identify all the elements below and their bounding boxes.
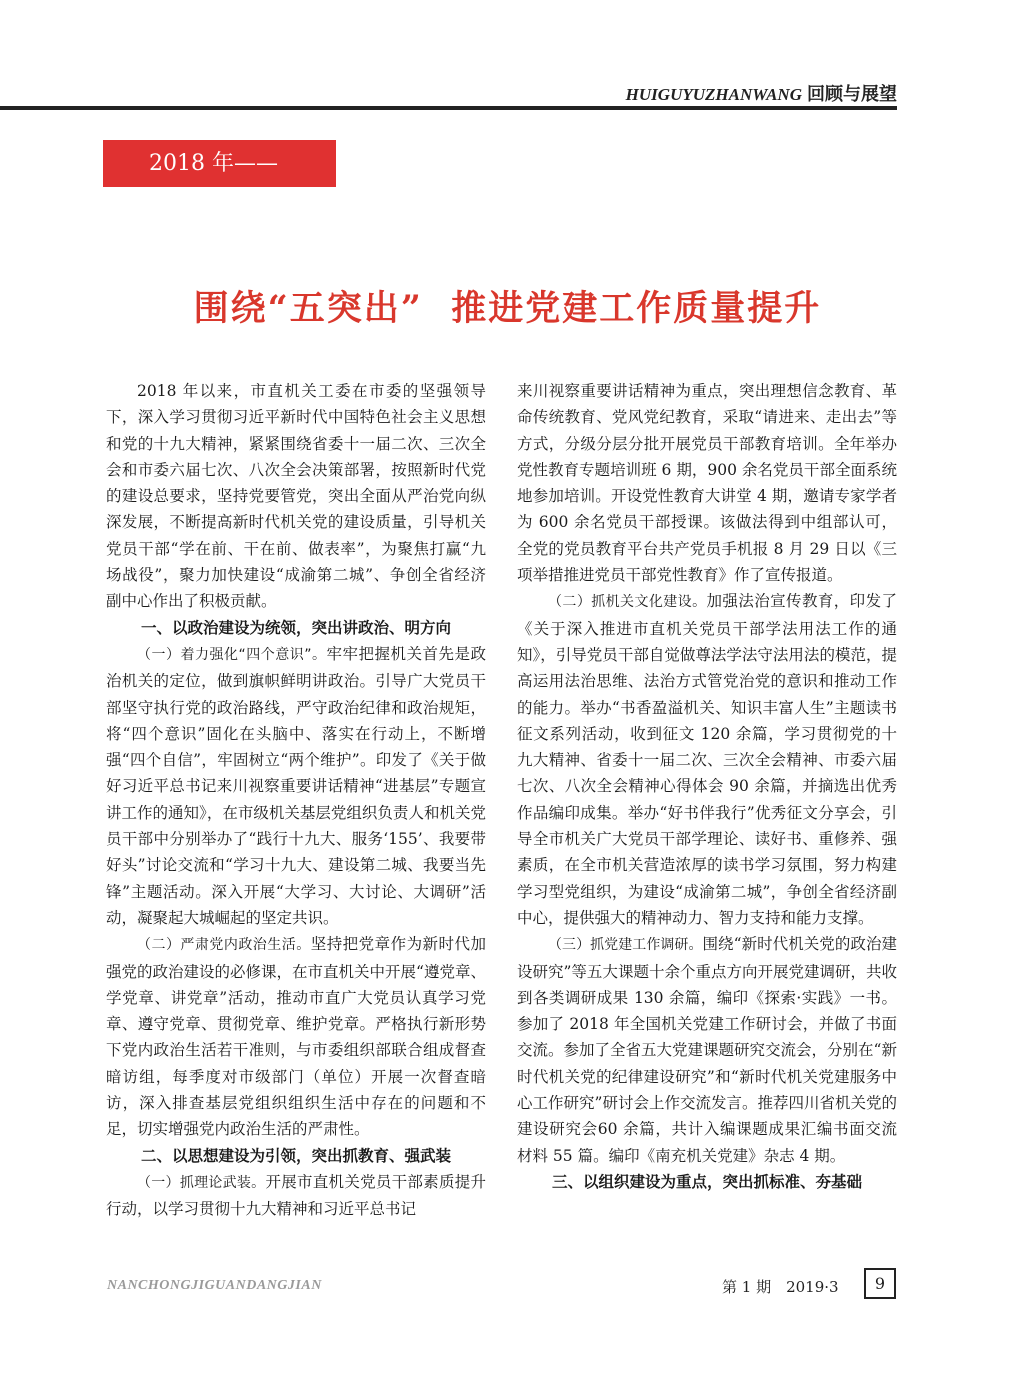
subheading: （二）严肃党内政治生活。 xyxy=(137,937,311,954)
left-column xyxy=(106,378,486,1223)
subheading: （一）抓理论武装。 xyxy=(137,1174,266,1191)
issue-info: 第 1 期 2019·3 xyxy=(722,1278,839,1296)
paragraph xyxy=(106,931,486,1142)
subheading: （二）抓机关文化建设。 xyxy=(548,594,707,611)
article-title: 围绕“五突出” 推进党建工作质量提升 xyxy=(193,288,822,329)
continued-paragraph: 来川视察重要讲话精神为重点，突出理想信念教育、革命传统教育、党风党纪教育，采取“请进来、走出去”等方式，分级分层分批开展党员干部教育培训。全年举办党性教育专题培训班 6 期，900 余名党员干部全面系统地参加培训。开设党性教育大讲堂 4 期，邀请专家学者为 600 余名党员干部授课。该做法得到中组部认可，全党的党员教育平台共产党员手机报 8 月 29 日以《三项举措推进党员干部党性教育》作了宣传报道。 xyxy=(517,382,897,585)
journal-name: NANCHONGJIGUANDANGJIAN xyxy=(107,1278,322,1293)
paragraph xyxy=(106,641,486,931)
section-header-chinese: 回顾与展望 xyxy=(807,84,897,104)
header-rule xyxy=(0,106,897,110)
paragraph xyxy=(106,1169,486,1223)
paragraph-body: 加强法治宣传教育，印发了《关于深入推进市直机关党员干部学法用法工作的通知》，引导党员干部自觉做尊法学法守法用法的模范，提高运用法治思维、法治方式管党治党的意识和推动工作的能力。举办“书香盈溢机关、知识丰富人生”主题读书征文系列活动，收到征文 120 余篇，学习贯彻党的十九大精神、省委十一届二次、三次全会精神、市委六届七次、八次全会精神心得体会 90 余篇，并摘选出优秀作品编印成集。举办“好书伴我行”优秀征文分享会，引导全市机关广大党员干部学理论、读好书、重修养、强素质，在全市机关营造浓厚的读书学习氛围，努力构建学习型党组织，为建设“成渝第二城”，争创全省经济副中心，提供强大的精神动力、智力支持和能力支撑。 xyxy=(517,592,897,927)
section-header xyxy=(626,80,897,106)
section-header-latin: HUIGUYUZHANWANG xyxy=(625,85,802,104)
paragraph xyxy=(517,931,897,1169)
paragraph-body: 坚持把党章作为新时代加强党的政治建设的必修课，在市直机关中开展“遵党章、学党章、讲党章”活动，推动市直广大党员认真学习党章、遵守党章、贯彻党章、维护党章。严格执行新形势下党内政治生活若干准则，与市委组织部联合组成督查暗访组，每季度对市级部门（单位）开展一次督查暗访，深入排查基层党组织组织生活中存在的问题和不足，切实增强党内政治生活的严肃性。 xyxy=(106,935,486,1139)
subheading: （一）着力强化“四个意识”。 xyxy=(137,646,327,663)
year-badge: 2018 年—— xyxy=(103,140,336,187)
intro-paragraph: 2018 年以来，市直机关工委在市委的坚强领导下，深入学习贯彻习近平新时代中国特色社会主义思想和党的十九大精神，紧紧围绕省委十一届二次、三次全会和市委六届七次、八次全会决策部署，按照新时代党的建设总要求，坚持党要管党，突出全面从严治党向纵深发展，不断提高新时代机关党的建设质量，引导机关党员干部“学在前、干在前、做表率”，为聚焦打赢“九场战役”，聚力加快建设“成渝第二城”、争创全省经济副中心作出了积极贡献。 xyxy=(106,382,486,611)
paragraph-body: 牢牢把握机关首先是政治机关的定位，做到旗帜鲜明讲政治。引导广大党员干部坚守执行党的政治路线，严守政治纪律和政治规矩，将“四个意识”固化在头脑中、落实在行动上，不断增强“四个自信”，牢固树立“两个维护”。印发了《关于做好习近平总书记来川视察重要讲话精神“进基层”专题宣讲工作的通知》，在市级机关基层党组织负责人和机关党员干部中分别举办了“践行十九大、服务‘155’、我要带好头”讨论交流和“学习十九大、建设第二城、我要当先锋”主题活动。深入开展“大学习、大讨论、大调研”活动，凝聚起大城崛起的坚定共识。 xyxy=(106,644,486,927)
right-column xyxy=(517,378,897,1195)
section-2-heading: 二、以思想建设为引领，突出抓教育、强武装 xyxy=(140,1146,451,1165)
paragraph-body: 围绕“新时代机关党的政治建设研究”等五大课题十余个重点方向开展党建调研，共收到各类调研成果 130 余篇，编印《探索·实践》一书。参加了 2018 年全国机关党建工作研讨会，并做了书面交流。参加了全省五大党建课题研究交流会，分别在“新时代机关党的纪律建设研究”和“新时代机关党建服务中心工作研究”研讨会上作交流发言。推荐四川省机关党的建设研究会60 余篇，共计入编课题成果汇编书面交流材料 55 篇。编印《南充机关党建》杂志 4 期。 xyxy=(517,935,897,1165)
page-number: 9 xyxy=(864,1268,896,1299)
paragraph-body: 开展市直机关党员干部素质提升行动，以学习贯彻十九大精神和习近平总书记 xyxy=(106,1172,486,1219)
subheading: （三）抓党建工作调研。 xyxy=(548,937,703,954)
section-1-heading: 一、以政治建设为统领，突出讲政治、明方向 xyxy=(140,618,451,637)
paragraph xyxy=(517,588,897,931)
section-3-heading: 三、以组织建设为重点，突出抓标准、夯基础 xyxy=(551,1172,862,1191)
